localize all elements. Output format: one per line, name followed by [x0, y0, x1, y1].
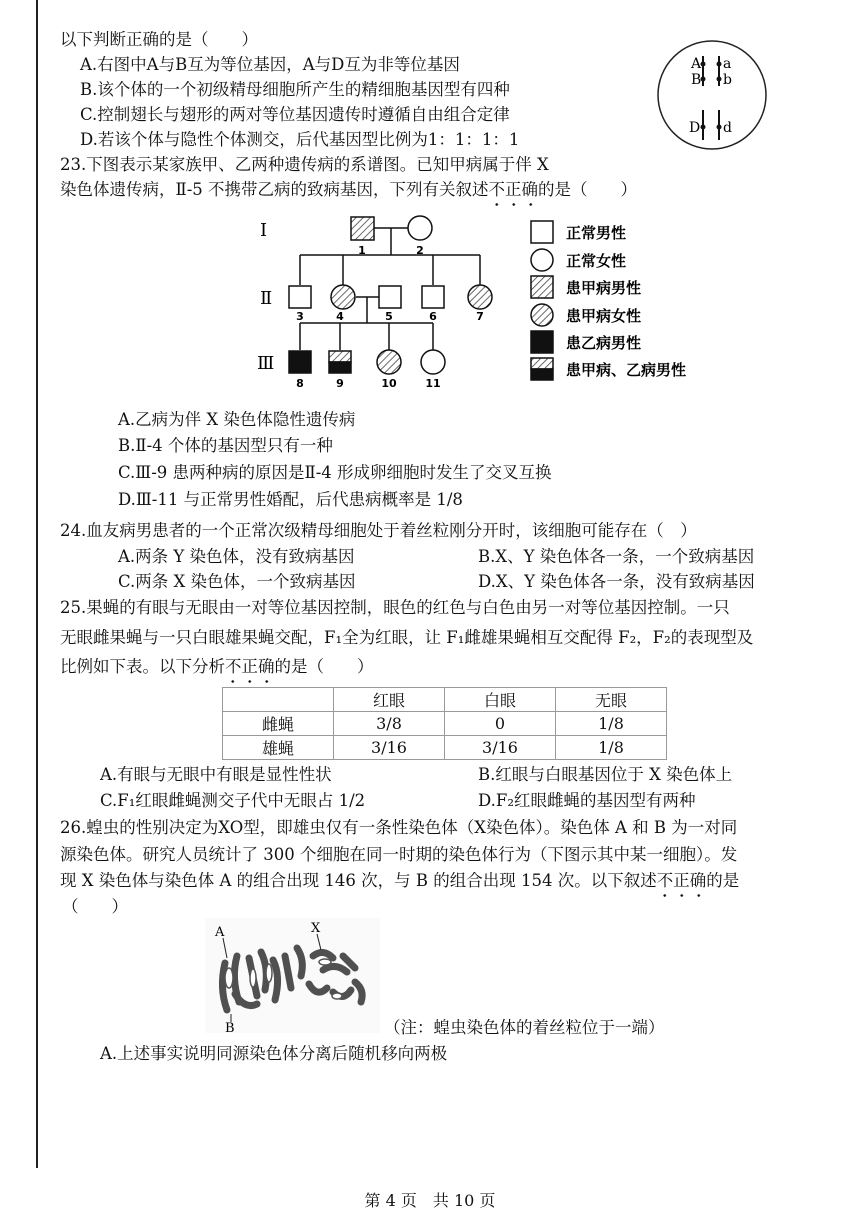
- pedigree-II7: [468, 285, 492, 309]
- legend-normal-male: 正常男性: [566, 224, 627, 242]
- q22-stem: 以下判断正确的是（ ）: [60, 30, 258, 49]
- q25-stem-line1: 25.果蝇的有眼与无眼由一对等位基因控制，眼色的红色与白色由另一对等位基因控制。一只: [60, 598, 730, 617]
- table-header-cell: 白眼: [445, 688, 556, 712]
- cell-chromosome-figure: [655, 38, 770, 153]
- q26-stem-tail: 的是: [706, 871, 740, 890]
- legend-normal-male-symbol: [531, 221, 553, 243]
- label-chromosome-B: B: [225, 1021, 235, 1033]
- legend-a-male-symbol: [531, 276, 553, 298]
- table-cell: 3/16: [445, 736, 556, 760]
- q25-stem-tail: 的是（ ）: [274, 657, 374, 676]
- q22-option-b: B.该个体的一个初级精母细胞所产生的精细胞基因型有四种: [80, 80, 510, 99]
- ind-6: 6: [429, 310, 437, 323]
- q22-option-d: D.若该个体与隐性个体测交，后代基因型比例为1：1：1：1: [80, 130, 520, 149]
- table-cell: 3/16: [334, 736, 445, 760]
- q24-option-a: A.两条 Y 染色体，没有致病基因: [118, 547, 355, 566]
- ind-10: 10: [381, 377, 397, 390]
- q22-option-a: A.右图中A与B互为等位基因，A与D互为非等位基因: [80, 55, 460, 74]
- table-header-cell: [223, 688, 334, 712]
- ind-7: 7: [476, 310, 484, 323]
- q23-stem-text: 染色体遗传病，Ⅱ-5 不携带乙病的致病基因，下列有关叙述: [60, 180, 489, 199]
- q24-stem: 24.血友病男患者的一个正常次级精母细胞处于着丝粒刚分开时，该细胞可能存在（ ）: [60, 521, 697, 540]
- pedigree-III8: [289, 351, 311, 373]
- table-cell: 3/8: [334, 712, 445, 736]
- gene-A-label: A: [691, 56, 702, 72]
- legend-a-female-symbol: [531, 304, 553, 326]
- page-footer: 第 4 页 共 10 页: [364, 1191, 496, 1210]
- table-header-cell: 无眼: [556, 688, 667, 712]
- ind-9: 9: [336, 377, 344, 390]
- q23-option-a: A.乙病为伴 X 染色体隐性遗传病: [118, 410, 356, 429]
- table-cell: 雌蝇: [223, 712, 334, 736]
- gene-D-label: D: [689, 120, 701, 136]
- q22-option-c: C.控制翅长与翅形的两对等位基因遗传时遵循自由组合定律: [80, 105, 510, 124]
- gene-B-label: B: [691, 72, 702, 88]
- q26-stem-line3: [60, 871, 739, 891]
- pedigree-I2: [408, 216, 432, 240]
- table-cell: 1/8: [556, 712, 667, 736]
- q23-option-c: C.Ⅲ-9 患两种病的原因是Ⅱ-4 形成卵细胞时发生了交叉互换: [118, 463, 552, 482]
- q26-stem-text: 现 X 染色体与染色体 A 的组合出现 146 次，与 B 的组合出现 154 次。以下叙述: [60, 871, 657, 890]
- legend-ab-male-symbol-top: [531, 358, 553, 369]
- table-cell: 0: [445, 712, 556, 736]
- ind-1: 1: [358, 244, 366, 257]
- q26-stem-line2: 源染色体。研究人员统计了 300 个细胞在同一时期的染色体行为（下图示其中某一细胞）。发: [60, 845, 738, 864]
- pedigree-III11: [421, 350, 445, 374]
- gene-d-label: d: [723, 120, 732, 136]
- q24-option-d: D.X、Y 染色体各一条，没有致病基因: [478, 572, 755, 591]
- table-header-cell: 红眼: [334, 688, 445, 712]
- table-cell: 1/8: [556, 736, 667, 760]
- q25-option-a: A.有眼与无眼中有眼是显性性状: [100, 765, 332, 784]
- table-row: [223, 712, 667, 736]
- gen-label-II: Ⅱ: [260, 288, 273, 309]
- legend-b-male: 患乙病男性: [566, 334, 642, 352]
- table-header-row: [223, 688, 667, 712]
- pedigree-I1: [351, 217, 374, 240]
- q24-option-b: B.X、Y 染色体各一条，一个致病基因: [478, 547, 755, 566]
- q23-stem-tail: 的是（ ）: [538, 180, 638, 199]
- table-cell: 雄蝇: [223, 736, 334, 760]
- q26-emphasis: 不正确: [656, 871, 707, 890]
- legend-b-male-symbol: [531, 331, 553, 353]
- q25-option-d: D.F₂红眼雌蝇的基因型有两种: [478, 791, 696, 810]
- pedigree-III9-top: [329, 351, 351, 362]
- q25-phenotype-table: [222, 687, 667, 760]
- table-row: [223, 736, 667, 760]
- q25-option-b: B.红眼与白眼基因位于 X 染色体上: [478, 765, 733, 784]
- pedigree-II4: [331, 285, 355, 309]
- q24-option-c: C.两条 X 染色体，一个致病基因: [118, 572, 356, 591]
- legend-normal-female-symbol: [531, 249, 553, 271]
- gen-label-III: Ⅲ: [257, 353, 275, 374]
- legend-ab-male: 患甲病、乙病男性: [566, 361, 687, 379]
- pedigree-II5: [379, 286, 401, 308]
- q25-stem-text: 比例如下表。以下分析: [60, 657, 225, 676]
- q23-option-b: B.Ⅱ-4 个体的基因型只有一种: [118, 436, 333, 455]
- q25-emphasis: 不正确: [225, 657, 275, 676]
- q26-option-a: A.上述事实说明同源染色体分离后随机移向两极: [100, 1044, 448, 1063]
- q23-stem-line1: 23.下图表示某家族甲、乙两种遗传病的系谱图。已知甲病属于伴 X: [60, 155, 549, 174]
- gene-a-label: a: [723, 56, 732, 72]
- chromosome-micrograph: [205, 918, 380, 1033]
- legend-normal-female: 正常女性: [566, 252, 627, 270]
- label-chromosome-A: A: [215, 925, 225, 940]
- q23-option-d: D.Ⅲ-11 与正常男性婚配，后代患病概率是 1/8: [118, 490, 463, 509]
- gen-label-I: Ⅰ: [260, 220, 268, 241]
- ind-4: 4: [336, 310, 344, 323]
- label-chromosome-X: X: [311, 921, 321, 936]
- ind-3: 3: [296, 310, 304, 323]
- ind-5: 5: [385, 310, 393, 323]
- legend-a-male: 患甲病男性: [566, 279, 642, 297]
- pedigree-chart: [250, 210, 720, 400]
- binding-margin-line: [36, 0, 38, 1168]
- q26-figure-note: （注：蝗虫染色体的着丝粒位于一端）: [384, 1018, 665, 1037]
- q25-stem-line3: [60, 657, 374, 677]
- pedigree-III10: [377, 350, 401, 374]
- pedigree-III9-bottom: [329, 362, 351, 373]
- legend-a-female: 患甲病女性: [566, 307, 642, 325]
- q25-stem-line2: 无眼雌果蝇与一只白眼雄果蝇交配，F₁全为红眼，让 F₁雌雄果蝇相互交配得 F₂，F₂的表现型及: [60, 628, 754, 647]
- ind-2: 2: [416, 244, 424, 257]
- gene-b-label: b: [723, 72, 732, 88]
- q25-option-c: C.F₁红眼雌蝇测交子代中无眼占 1/2: [100, 791, 366, 810]
- ind-11: 11: [425, 377, 441, 390]
- q26-stem-line1: 26.蝗虫的性别决定为XO型，即雄虫仅有一条性染色体（X染色体）。染色体 A 和 B 为一对同: [60, 818, 738, 837]
- legend-ab-male-symbol-bottom: [531, 369, 553, 380]
- q23-emphasis: 不正确: [488, 180, 539, 199]
- ind-8: 8: [296, 377, 304, 390]
- pedigree-II3: [289, 286, 311, 308]
- pedigree-II6: [422, 286, 444, 308]
- q23-stem-line2: [60, 180, 637, 200]
- q26-answer-blank: （ ）: [62, 897, 128, 916]
